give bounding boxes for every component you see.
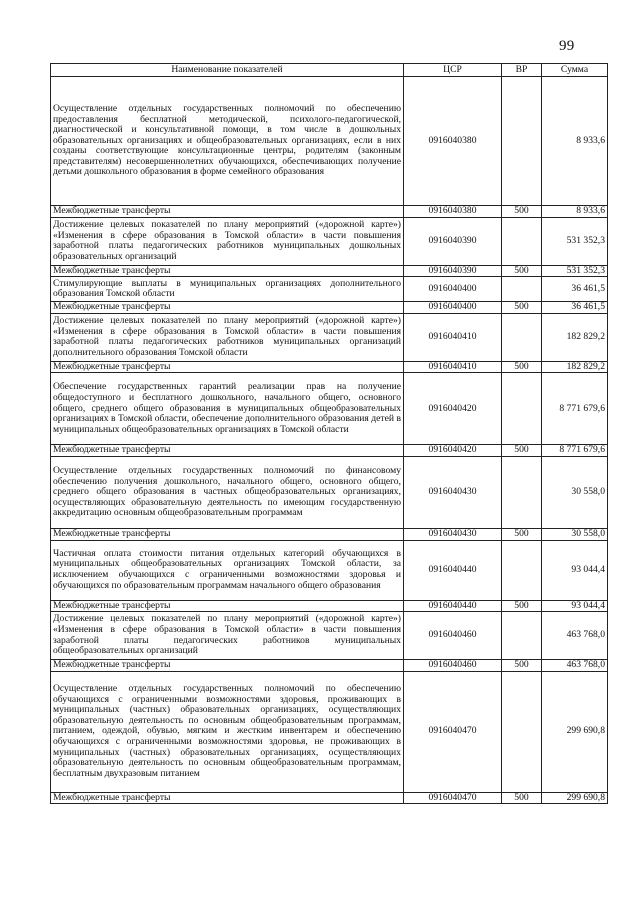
row-csr: 0916040460 — [404, 660, 502, 672]
row-csr: 0916040410 — [404, 361, 502, 373]
row-csr: 0916040400 — [404, 277, 502, 302]
row-vr: 500 — [502, 361, 542, 373]
table-row — [51, 265, 608, 277]
row-csr: 0916040460 — [404, 612, 502, 660]
row-name: Межбюджетные трансферты — [51, 660, 404, 672]
row-csr: 0916040430 — [404, 456, 502, 528]
budget-table — [50, 63, 608, 804]
row-name: Достижение целевых показателей по плану мероприятий («дорожной карте») «Изменения в сфере образования в Томской области» в части повышения заработной платы педагогических работников муниципальных дошкольных образовательных организаций — [51, 217, 404, 265]
row-name: Межбюджетные трансферты — [51, 361, 404, 373]
row-name: Межбюджетные трансферты — [51, 302, 404, 314]
row-sum: 8 771 679,6 — [542, 445, 608, 457]
row-csr: 0916040390 — [404, 217, 502, 265]
row-sum: 30 558,0 — [542, 456, 608, 528]
row-vr: 500 — [502, 445, 542, 457]
row-vr — [502, 373, 542, 445]
row-vr — [502, 277, 542, 302]
table-row — [51, 660, 608, 672]
header-vr: ВР — [502, 64, 542, 77]
header-row — [51, 64, 608, 77]
row-csr: 0916040470 — [404, 792, 502, 804]
row-sum: 30 558,0 — [542, 528, 608, 540]
row-sum: 531 352,3 — [542, 265, 608, 277]
table-row — [51, 77, 608, 206]
row-sum: 182 829,2 — [542, 313, 608, 361]
row-sum: 8 771 679,6 — [542, 373, 608, 445]
table-row — [51, 445, 608, 457]
row-csr: 0916040430 — [404, 528, 502, 540]
row-sum: 182 829,2 — [542, 361, 608, 373]
row-name: Обеспечение государственных гарантий реализации прав на получение общедоступного и бесплатного дошкольного, начального общего, основного общего, среднего общего образования в муниципальных общеобразовательных организациях в Томской области, обеспечение дополнительного образования детей в муниципальных общеобразовательных организациях в Томской области — [51, 373, 404, 445]
row-csr: 0916040410 — [404, 313, 502, 361]
row-vr: 500 — [502, 265, 542, 277]
row-sum: 299 690,8 — [542, 792, 608, 804]
table-row — [51, 217, 608, 265]
row-csr: 0916040420 — [404, 445, 502, 457]
table-row — [51, 792, 608, 804]
row-sum: 531 352,3 — [542, 217, 608, 265]
row-sum: 463 768,0 — [542, 660, 608, 672]
page-number: 99 — [559, 38, 575, 54]
row-csr: 0916040440 — [404, 540, 502, 600]
row-sum: 36 461,5 — [542, 277, 608, 302]
table-row — [51, 302, 608, 314]
row-vr: 500 — [502, 206, 542, 218]
table-row — [51, 528, 608, 540]
row-csr: 0916040440 — [404, 600, 502, 612]
table-row — [51, 456, 608, 528]
row-sum: 93 044,4 — [542, 600, 608, 612]
row-name: Достижение целевых показателей по плану мероприятий («дорожной карте») «Изменения в сфере образования в Томской области» в части повышения заработной платы педагогических работников муниципальных общеобразовательных организаций — [51, 612, 404, 660]
table-row — [51, 600, 608, 612]
table-row — [51, 612, 608, 660]
row-sum: 8 933,6 — [542, 206, 608, 218]
row-sum: 463 768,0 — [542, 612, 608, 660]
row-name: Осуществление отдельных государственных полномочий по финансовому обеспечению получения дошкольного, начального общего, основного общего, среднего общего образования в частных общеобразовательных организациях, осуществляющих образовательную деятельность по имеющим государственную аккредитацию основным общеобразовательным программам — [51, 456, 404, 528]
row-name: Межбюджетные трансферты — [51, 600, 404, 612]
row-sum: 8 933,6 — [542, 77, 608, 206]
row-vr — [502, 77, 542, 206]
table-row — [51, 671, 608, 792]
row-csr: 0916040470 — [404, 671, 502, 792]
row-name: Межбюджетные трансферты — [51, 265, 404, 277]
row-vr — [502, 313, 542, 361]
row-sum: 36 461,5 — [542, 302, 608, 314]
row-name: Частичная оплата стоимости питания отдельных категорий обучающихся в муниципальных общеобразовательных организациях Томской области, за исключением обучающихся с ограниченными возможностями здоровья и обучающихся по образовательным программам начального общего образования — [51, 540, 404, 600]
row-name: Осуществление отдельных государственных полномочий по обеспечению предоставления бесплатной методической, психолого-педагогической, диагностической и консультативной помощи, в том числе в дошкольных образовательных организациях и общеобразовательных организациях, если в них созданы соответствующие консультационные центры, родителям (законным представителям) несовершеннолетних обучающихся, обеспечивающих получение детьми дошкольного образования в форме семейного образования — [51, 77, 404, 206]
row-sum: 299 690,8 — [542, 671, 608, 792]
row-vr — [502, 217, 542, 265]
header-csr: ЦСР — [404, 64, 502, 77]
row-csr: 0916040420 — [404, 373, 502, 445]
row-name: Стимулирующие выплаты в муниципальных организациях дополнительного образования Томской области — [51, 277, 404, 302]
row-vr: 500 — [502, 302, 542, 314]
row-vr — [502, 612, 542, 660]
row-vr: 500 — [502, 792, 542, 804]
row-sum: 93 044,4 — [542, 540, 608, 600]
row-name: Осуществление отдельных государственных полномочий по обеспечению обучающихся с ограниченными возможностями здоровья, проживающих в муниципальных (частных) образовательных организациях, осуществляющих образовательную деятельность по основным общеобразовательным программам, питанием, одеждой, обувью, мягким и жестким инвентарем и обеспечению обучающихся с ограниченными возможностями здоровья, не проживающих в муниципальных (частных) образовательных организациях, осуществляющих образовательную деятельность по основным общеобразовательным программам, бесплатным двухразовым питанием — [51, 671, 404, 792]
table-row — [51, 373, 608, 445]
table-row — [51, 540, 608, 600]
row-name: Межбюджетные трансферты — [51, 445, 404, 457]
row-csr: 0916040400 — [404, 302, 502, 314]
row-vr — [502, 540, 542, 600]
row-csr: 0916040380 — [404, 206, 502, 218]
row-vr — [502, 456, 542, 528]
table-row — [51, 361, 608, 373]
row-vr: 500 — [502, 528, 542, 540]
header-sum: Сумма — [542, 64, 608, 77]
row-name: Межбюджетные трансферты — [51, 206, 404, 218]
table-row — [51, 277, 608, 302]
row-vr: 500 — [502, 600, 542, 612]
row-vr — [502, 671, 542, 792]
row-vr: 500 — [502, 660, 542, 672]
row-csr: 0916040380 — [404, 77, 502, 206]
header-name: Наименование показателей — [51, 64, 404, 77]
row-name: Межбюджетные трансферты — [51, 528, 404, 540]
row-name: Межбюджетные трансферты — [51, 792, 404, 804]
row-name: Достижение целевых показателей по плану мероприятий («дорожной карте») «Изменения в сфере образования в Томской области» в части повышения заработной платы педагогических работников муниципальных организаций дополнительного образования Томской области — [51, 313, 404, 361]
table-row — [51, 206, 608, 218]
table-row — [51, 313, 608, 361]
row-csr: 0916040390 — [404, 265, 502, 277]
